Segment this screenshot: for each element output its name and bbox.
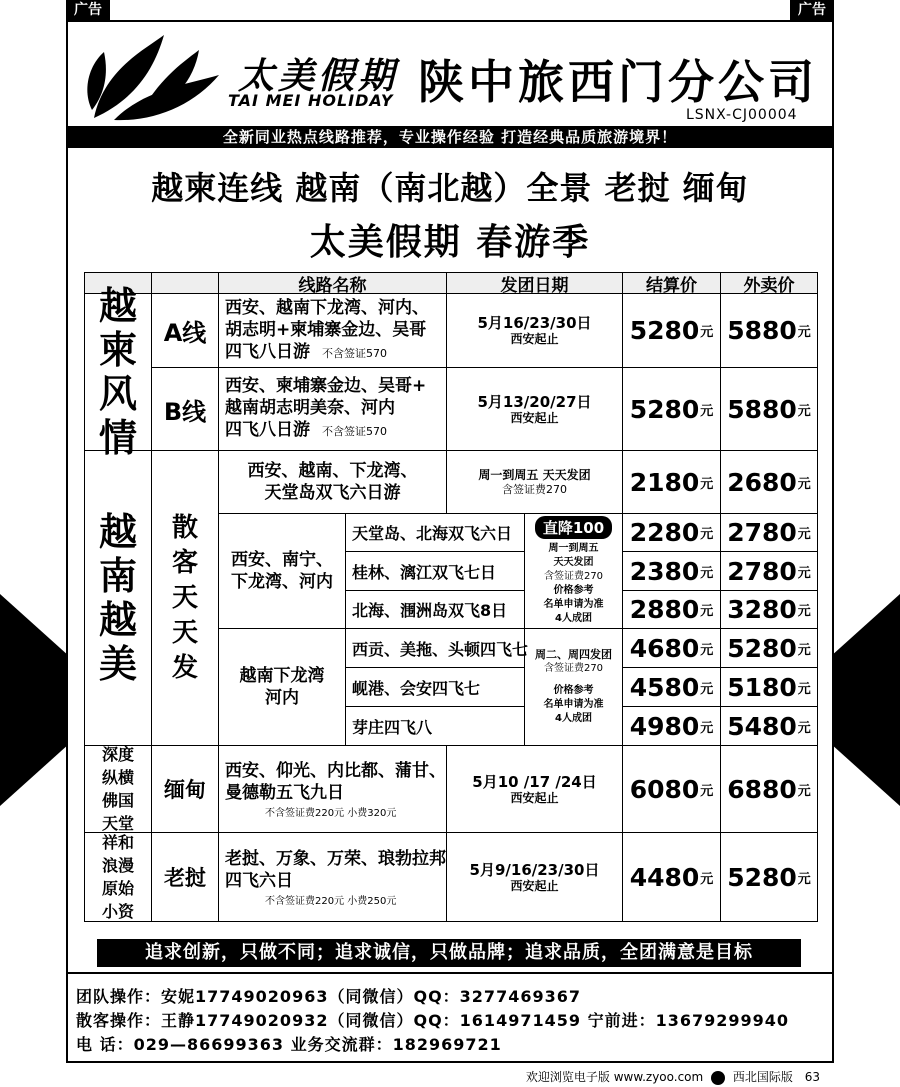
note-line: 含签证费270: [543, 663, 604, 674]
retail-price-b: 5880 元: [720, 367, 818, 451]
ribbon-line: 太越: [14, 655, 48, 675]
visa-note: 含签证费270: [502, 482, 567, 496]
retail-price-vn-1: 2680 元: [720, 450, 818, 514]
fee-note: 不含签证费220元 小费250元: [265, 895, 397, 907]
fee-note: 不含签证费220元 小费320元: [265, 807, 397, 819]
slogan-bar: 全新同业热点线路推荐，专业操作经验 打造经典品质旅游境界！: [68, 126, 832, 148]
discount-badge: 直降100: [535, 516, 612, 539]
header-retail-price: 外卖价: [720, 272, 818, 294]
publisher-logo-icon: [711, 1071, 725, 1085]
settle-price-g2-2: 4580 元: [622, 667, 721, 707]
date-laos: [446, 832, 623, 922]
region-word: 纵横: [101, 768, 134, 787]
route-line: 四飞八日游: [225, 341, 310, 362]
region-word: 祥和: [101, 833, 134, 852]
headline-season: 太美假期 春游季: [309, 222, 591, 263]
type-char: 发: [171, 652, 198, 683]
group1-note: [524, 513, 623, 629]
license-number: LSNX-CJ00004: [686, 107, 798, 123]
region-myanmar: [84, 745, 152, 833]
settle-price-vn-1: 2180 元: [622, 450, 721, 514]
contact-individual: 散客操作：王静17749020932（同微信）QQ：1614971459 宁前进：13679299940: [76, 1011, 790, 1030]
note-line: 周一到周五: [548, 543, 599, 554]
date-vn-1: [446, 450, 623, 514]
route-line: 胡志明+柬埔寨金边、吴哥: [225, 319, 427, 340]
page-number: 63: [804, 1070, 820, 1084]
sub-route-weizhou: 北海、涠洲岛双飞8日: [345, 590, 525, 629]
retail-price-a: 5880 元: [720, 293, 818, 368]
route-laos: [218, 832, 447, 922]
contact-team: 团队操作：安妮17749020963（同微信）QQ：3277469367: [76, 987, 581, 1006]
brand-name-cn: 太美假期: [238, 56, 399, 97]
group-name-line: 河内: [265, 688, 299, 708]
route-line: 曼德勒五飞九日: [225, 782, 344, 803]
settle-price-laos: 4480 元: [622, 832, 721, 922]
settle-price-g1-3: 2880 元: [622, 590, 721, 629]
note-line: 名单申请为准: [543, 699, 604, 710]
route-line: 西安、柬埔寨金边、吴哥+: [225, 376, 427, 396]
depart-dates: 5月16/23/30日: [477, 314, 592, 332]
ribbon-line: 期线: [852, 721, 886, 741]
region-vietnam-cambodia: [84, 284, 152, 460]
group-nanning: [218, 513, 346, 629]
region-word: 小资: [101, 902, 134, 921]
line-b-tag: B线: [151, 367, 219, 451]
type-char: 天: [171, 617, 198, 648]
region-word: 深度: [101, 745, 134, 764]
date-myanmar: [446, 745, 623, 833]
motto-bar: 追求创新，只做不同；追求诚信，只做品牌；追求品质，全团满意是目标: [97, 939, 801, 967]
depart-dates: 5月9/16/23/30日: [469, 860, 600, 879]
region-word: 浪漫: [101, 856, 134, 875]
sub-route-beihai: 天堂岛、北海双飞六日: [345, 513, 525, 552]
ribbon-line: 太越: [852, 655, 886, 675]
region-word: 原始: [101, 879, 134, 898]
headline-destinations: 越柬连线 越南（南北越）全景 老挝 缅甸: [151, 169, 749, 207]
settle-price-myanmar: 6080 元: [622, 745, 721, 833]
depart-city: 西安起止: [510, 410, 559, 425]
note-line: 天天发团: [553, 557, 594, 568]
ribbon-line: 假专: [852, 699, 886, 719]
settle-price-g1-1: 2280 元: [622, 513, 721, 552]
note-line: 4人成团: [555, 613, 592, 624]
date-b: [446, 367, 623, 451]
settle-price-g2-3: 4980 元: [622, 706, 721, 746]
route-a: [218, 293, 447, 368]
settle-price-b: 5280 元: [622, 367, 721, 451]
type-char: 天: [171, 582, 198, 613]
divider: [68, 972, 832, 974]
ribbon-line: 期线: [14, 721, 48, 741]
footer-edition: 西北国际版: [732, 1070, 793, 1084]
route-line: 四飞六日: [225, 870, 293, 891]
group2-note: [524, 628, 623, 746]
note-line: 4人成团: [555, 713, 592, 724]
footer-website: 欢迎浏览电子版 www.zyoo.com: [525, 1070, 704, 1084]
country-myanmar-tag: 缅甸: [151, 745, 219, 833]
sub-route-guilin: 桂林、漓江双飞七日: [345, 551, 525, 591]
retail-price-g2-2: 5180 元: [720, 667, 818, 707]
ribbon-text-left: [0, 654, 62, 742]
company-name: 陕中旅西门分公司: [418, 55, 818, 109]
region-vietnam: [84, 450, 152, 746]
region-word: 佛国: [101, 791, 134, 810]
route-line: 老挝、万象、万荣、琅勃拉邦: [225, 848, 446, 869]
note-line: 周二、周四发团: [535, 648, 612, 661]
ad-tag-left: 广告: [66, 0, 110, 20]
ribbon-line: 美柬: [14, 677, 48, 697]
tour-type-daily: [151, 450, 219, 746]
group-name-line: 越南下龙湾: [239, 666, 325, 686]
line-a-tag: A线: [151, 293, 219, 368]
settle-price-a: 5280 元: [622, 293, 721, 368]
sub-route-danang: 岘港、会安四飞七: [345, 667, 525, 707]
route-line: 越南胡志明美奈、河内: [225, 398, 395, 418]
region-char: 风: [98, 372, 137, 416]
visa-note: 不含签证570: [322, 425, 387, 438]
route-line: 西安、越南下龙湾、河内、: [225, 297, 429, 318]
depart-dates: 5月10 /17 /24日: [472, 772, 597, 791]
visa-note: 不含签证570: [322, 346, 387, 360]
route-line: 西安、越南、下龙湾、: [247, 461, 418, 481]
route-line: 天堂岛双飞六日游: [264, 483, 401, 503]
ribbon-text-right: [838, 654, 900, 742]
ribbon-line: 假专: [14, 699, 48, 719]
retail-price-g1-1: 2780 元: [720, 513, 818, 552]
note-line: 名单申请为准: [543, 599, 604, 610]
route-myanmar: [218, 745, 447, 833]
region-char: 情: [98, 416, 137, 460]
depart-dates: 5月13/20/27日: [477, 392, 592, 411]
note-line: 含签证费270: [543, 571, 604, 582]
depart-schedule: 周一到周五 天天发团: [478, 467, 591, 482]
depart-city: 西安起止: [510, 332, 559, 346]
contact-phone: 电 话：029—86699363 业务交流群：182969721: [76, 1035, 502, 1054]
region-char: 越: [98, 510, 137, 554]
note-line: 价格参考: [553, 585, 594, 596]
retail-price-g2-3: 5480 元: [720, 706, 818, 746]
ribbon-line: 美柬: [852, 677, 886, 697]
header-date: 发团日期: [446, 272, 623, 294]
page-footer: [526, 1068, 820, 1085]
sub-route-nhatrang: 芽庄四飞八: [345, 706, 525, 746]
depart-city: 西安起止: [510, 878, 559, 893]
ad-tag-right: 广告: [790, 0, 834, 20]
retail-price-myanmar: 6880 元: [720, 745, 818, 833]
header-blank-2: [151, 272, 219, 294]
type-char: 散: [171, 512, 198, 543]
region-char: 越: [98, 284, 137, 328]
leaf-logo-icon: [84, 30, 224, 125]
region-char: 越: [98, 598, 137, 642]
retail-price-g1-2: 2780 元: [720, 551, 818, 591]
settle-price-g1-2: 2380 元: [622, 551, 721, 591]
date-a: [446, 293, 623, 368]
retail-price-laos: 5280 元: [720, 832, 818, 922]
header-settle-price: 结算价: [622, 272, 721, 294]
route-line: 西安、仰光、内比都、蒲甘、: [225, 760, 446, 781]
settle-price-g2-1: 4680 元: [622, 628, 721, 668]
route-vn-1: [218, 450, 447, 514]
header-route: 线路名称: [218, 272, 447, 294]
region-word: 天堂: [101, 814, 134, 833]
type-char: 客: [171, 547, 198, 578]
depart-city: 西安起止: [510, 790, 559, 805]
country-laos-tag: 老挝: [151, 832, 219, 922]
group-name-line: 西安、南宁、: [231, 550, 333, 570]
retail-price-g2-1: 5280 元: [720, 628, 818, 668]
region-char: 柬: [98, 328, 137, 372]
price-table: [84, 272, 818, 922]
retail-price-g1-3: 3280 元: [720, 590, 818, 629]
group-halong: [218, 628, 346, 746]
region-char: 美: [98, 642, 137, 686]
note-line: 价格参考: [553, 685, 594, 696]
brand-name-en: TAI MEI HOLIDAY: [228, 91, 394, 110]
region-char: 南: [98, 554, 137, 598]
route-line: 四飞八日游: [225, 420, 310, 440]
sub-route-saigon: 西贡、美拖、头顿四飞七: [345, 628, 525, 668]
group-name-line: 下龙湾、河内: [231, 572, 333, 592]
route-b: [218, 367, 447, 451]
region-laos: [84, 832, 152, 922]
